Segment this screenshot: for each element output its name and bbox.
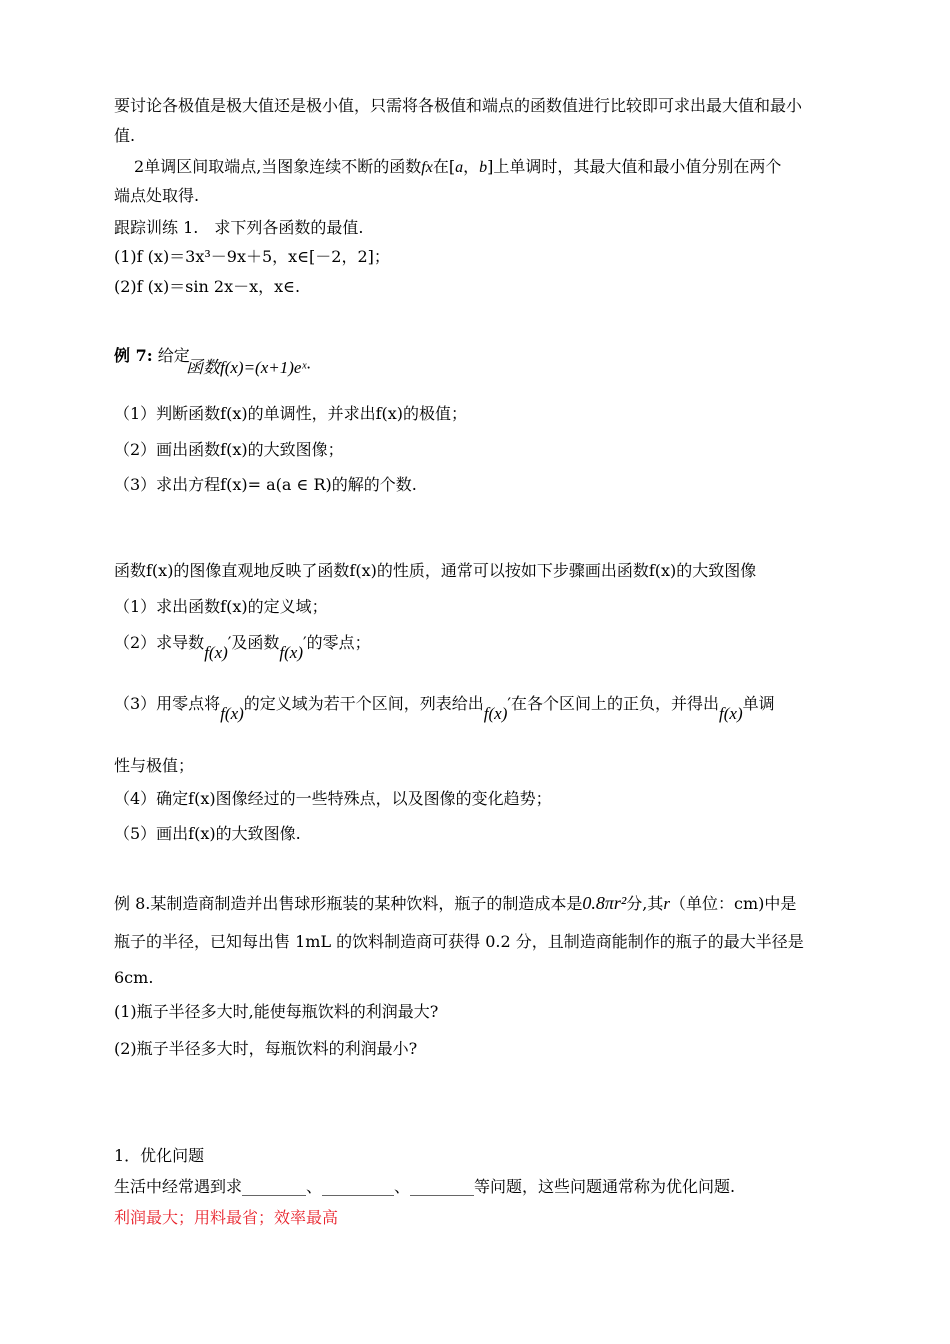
math-fx: f(x) (220, 704, 244, 723)
example-question: (1)瓶子半径多大时,能使每瓶饮料的利润最大? (114, 1002, 439, 1021)
text-line: 要讨论各极值是极大值还是极小值，只需将各极值和端点的函数值进行比较即可求出最大值和最小 (114, 96, 803, 115)
answer-text: 利润最大；用料最省；效率最高 (114, 1208, 339, 1227)
math-fx: f(x) (204, 643, 228, 662)
step-item: （5）画出f(x)的大致图像. (114, 824, 301, 843)
math-formula: 函数f(x)=(x+1)eˣ· (186, 358, 311, 377)
example-question: (2)瓶子半径多大时，每瓶饮料的利润最小? (114, 1039, 418, 1058)
fill-blank-question: 生活中经常遇到求________、_________、________等问题，这些问题通常称为优化问题. (114, 1177, 736, 1196)
step-item: （3）用零点将f(x)的定义域为若干个区间，列表给出f(x)′在各个区间上的正负，并得出f(x)单调 (114, 694, 775, 723)
example-heading: 例 8.某制造商制造并出售球形瓶装的某种饮料，瓶子的制造成本是0.8πr²分,其r（单位：cm)中是 (114, 893, 797, 913)
practice-question: (1)f (x)＝3x³－9x＋5，x∈[－2，2]； (114, 247, 390, 266)
practice-question: (2)f (x)＝sin 2x－x，x∈. (114, 277, 301, 296)
list-number: 2 (134, 157, 145, 176)
example-question: （1）判断函数f(x)的单调性，并求出f(x)的极值； (114, 404, 468, 423)
math-fx: f(x) (483, 704, 508, 723)
section-title: 1．优化问题 (114, 1146, 205, 1165)
step-item: （2）求导数f(x)′及函数f(x)′的零点； (114, 633, 371, 662)
example-label: 例 7: (114, 346, 153, 365)
math-fx: f(x) (279, 643, 304, 662)
step-item: （4）确定f(x)图像经过的一些特殊点，以及图像的变化趋势； (114, 789, 552, 808)
text-line: 2单调区间取端点,当图象连续不断的函数fx在[a，b]上单调时，其最大值和最小值分别在两个 (134, 157, 782, 176)
example-question: （2）画出函数f(x)的大致图像； (114, 440, 344, 459)
example-heading: 例 7: 给定 (114, 346, 190, 365)
text-line: 瓶子的半径，已知每出售 1mL 的饮料制造商可获得 0.2 分，且制造商能制作的瓶子的最大半径是 (114, 932, 804, 951)
practice-title: 跟踪训练 1. 求下列各函数的最值. (114, 218, 364, 237)
text-line: 函数f(x)的图像直观地反映了函数f(x)的性质，通常可以按如下步骤画出函数f(x)的大致图像 (114, 561, 757, 580)
text-line: 6cm. (114, 968, 154, 987)
text-line: 值. (114, 126, 136, 145)
step-item: （1）求出函数f(x)的定义域； (114, 597, 328, 616)
math-fx: f(x) (719, 704, 743, 723)
example-question: （3）求出方程f(x)= a(a ∈ R)的解的个数. (114, 475, 417, 494)
text-line: 端点处取得. (114, 186, 200, 205)
math-formula: 0.8πr² (582, 893, 627, 913)
math-fx: fx (421, 159, 433, 176)
text-line: 性与极值； (114, 756, 195, 775)
